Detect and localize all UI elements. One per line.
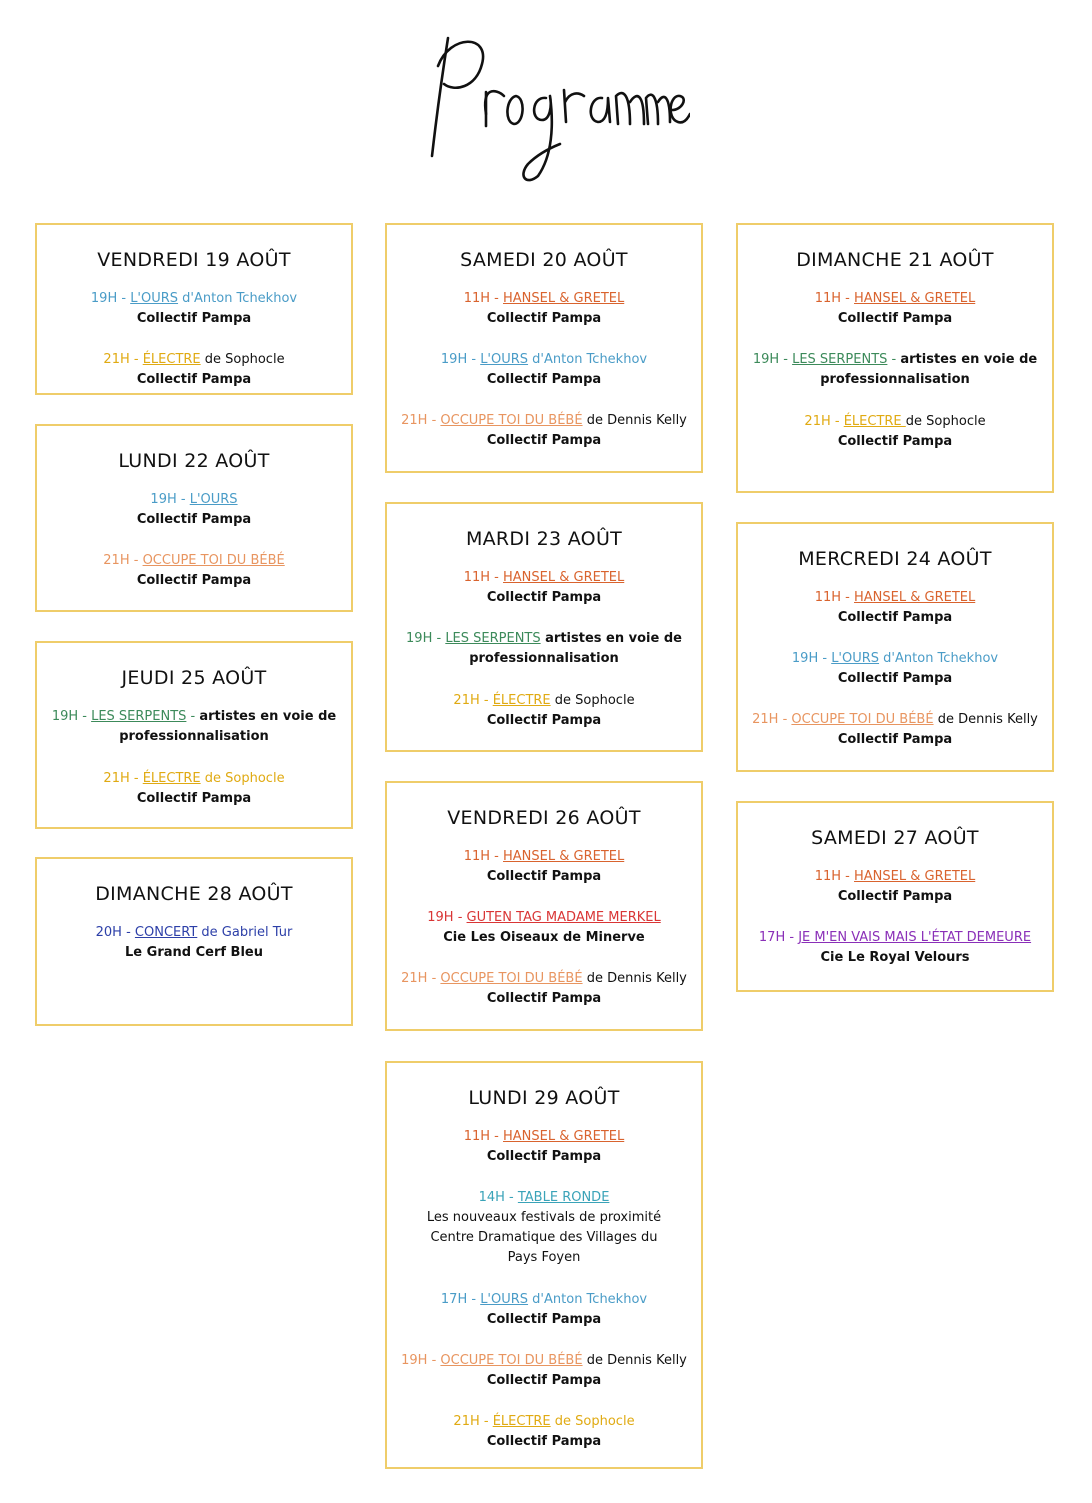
event-troupe: Collectif Pampa [486, 1373, 602, 1388]
show-link-lours[interactable]: L'OURS [831, 651, 880, 666]
event-time: 19H - [150, 492, 190, 507]
event [387, 908, 701, 947]
event-time: 19H - [791, 651, 832, 666]
event-description: artistes en voie de professionnalisation [469, 631, 682, 666]
event-description: artistes en voie de professionnalisation [119, 709, 337, 744]
event [738, 350, 1052, 390]
event-author: de Sophocle [905, 414, 986, 429]
event-time: 11H - [463, 570, 504, 585]
show-link-lours[interactable]: L'OURS [480, 1292, 529, 1307]
show-link-les-serpents[interactable]: LES SERPENTS [445, 631, 541, 646]
show-link-occupe-toi-du-bebe[interactable]: OCCUPE TOI DU BÉBÉ [440, 413, 583, 428]
show-link-electre[interactable]: ÉLECTRE [492, 693, 551, 708]
event-troupe: Collectif Pampa [837, 671, 953, 686]
event-troupe: Collectif Pampa [136, 512, 252, 527]
show-link-hansel-gretel[interactable]: HANSEL & GRETEL [503, 1129, 625, 1144]
show-link-occupe-toi-du-bebe[interactable]: OCCUPE TOI DU BÉBÉ [440, 1353, 583, 1368]
day-card-lundi-29 [385, 1061, 703, 1469]
event [387, 350, 701, 389]
show-link-occupe-toi-du-bebe[interactable]: OCCUPE TOI DU BÉBÉ [142, 553, 285, 568]
event-author: de Sophocle [200, 771, 285, 786]
event-time: 11H - [463, 1129, 504, 1144]
event-troupe: Collectif Pampa [136, 311, 252, 326]
day-card-vendredi-19 [35, 223, 353, 395]
show-link-lours[interactable]: L'OURS [480, 352, 529, 367]
event-troupe: Collectif Pampa [837, 610, 953, 625]
event [738, 867, 1052, 906]
event-time: 19H - [752, 352, 793, 367]
show-link-hansel-gretel[interactable]: HANSEL & GRETEL [854, 869, 976, 884]
day-card-dimanche-21 [736, 223, 1054, 493]
day-title: SAMEDI 20 AOÛT [460, 249, 628, 271]
show-link-les-serpents[interactable]: LES SERPENTS [91, 709, 187, 724]
day-title: LUNDI 22 AOÛT [118, 450, 270, 472]
event-troupe: Collectif Pampa [837, 434, 953, 449]
event-troupe: Collectif Pampa [486, 991, 602, 1006]
event [738, 928, 1052, 967]
show-link-lours[interactable]: L'OURS [130, 291, 179, 306]
show-link-occupe-toi-du-bebe[interactable]: OCCUPE TOI DU BÉBÉ [791, 712, 934, 727]
event-troupe: Collectif Pampa [136, 791, 252, 806]
event [37, 490, 351, 529]
event [37, 707, 351, 747]
show-link-hansel-gretel[interactable]: HANSEL & GRETEL [503, 570, 625, 585]
event-time: 21H - [401, 971, 441, 986]
day-card-samedi-27 [736, 801, 1054, 992]
show-link-hansel-gretel[interactable]: HANSEL & GRETEL [503, 291, 625, 306]
event [387, 568, 701, 607]
event [37, 923, 351, 962]
event [387, 691, 701, 730]
event-author: de Dennis Kelly [582, 413, 687, 428]
event-time: 21H - [453, 693, 493, 708]
day-title: VENDREDI 26 AOÛT [447, 807, 641, 829]
event-time: 21H - [103, 352, 143, 367]
event-description: Les nouveaux festivals de proximité [426, 1210, 662, 1225]
event-time: 21H - [804, 414, 844, 429]
event [738, 649, 1052, 688]
event-time: 19H - [51, 709, 92, 724]
event-author: de Dennis Kelly [582, 1353, 687, 1368]
event-time: 20H - [95, 925, 135, 940]
event-time: 19H - [406, 631, 446, 646]
event-troupe: Collectif Pampa [136, 573, 252, 588]
event-time: 14H - [478, 1190, 518, 1205]
event-author: d'Anton Tchekhov [528, 352, 648, 367]
event [37, 350, 351, 389]
event-time: 21H - [103, 771, 143, 786]
day-title: SAMEDI 27 AOÛT [811, 827, 979, 849]
day-title: DIMANCHE 28 AOÛT [95, 883, 293, 905]
event-author: de Sophocle [550, 693, 635, 708]
event-time: 17H - [758, 930, 799, 945]
event-author: de Sophocle [200, 352, 285, 367]
event-author: de Gabriel Tur [197, 925, 293, 940]
event-separator: - [887, 352, 901, 367]
event-troupe: Collectif Pampa [136, 372, 252, 387]
show-link-concert[interactable]: CONCERT [134, 925, 198, 940]
event-time: 11H - [814, 291, 855, 306]
day-card-dimanche-28 [35, 857, 353, 1026]
event [387, 1412, 701, 1451]
event-troupe: Le Grand Cerf Bleu [125, 945, 263, 960]
event-troupe: Collectif Pampa [486, 1312, 602, 1327]
show-link-electre[interactable]: ÉLECTRE [142, 771, 201, 786]
event-troupe: Cie Le Royal Velours [820, 950, 970, 965]
event-venue: Centre Dramatique des Villages du Pays Foyen [430, 1230, 658, 1265]
day-title: JEUDI 25 AOÛT [121, 667, 267, 689]
show-link-electre[interactable]: ÉLECTRE [492, 1414, 551, 1429]
event-author: de Sophocle [550, 1414, 635, 1429]
day-card-samedi-20 [385, 223, 703, 473]
event-time: 11H - [814, 590, 855, 605]
show-link-occupe-toi-du-bebe[interactable]: OCCUPE TOI DU BÉBÉ [440, 971, 583, 986]
event [387, 1351, 701, 1390]
event [37, 289, 351, 328]
event-author: d'Anton Tchekhov [879, 651, 999, 666]
event-troupe: Collectif Pampa [486, 311, 602, 326]
day-title: VENDREDI 19 AOÛT [97, 249, 291, 271]
day-card-mardi-23 [385, 502, 703, 752]
event [738, 289, 1052, 328]
event-troupe: Collectif Pampa [486, 1434, 602, 1449]
show-link-table-ronde[interactable]: TABLE RONDE [517, 1190, 610, 1205]
event-troupe: Collectif Pampa [486, 713, 602, 728]
event-troupe: Collectif Pampa [837, 732, 953, 747]
event [387, 289, 701, 328]
event-time: 21H - [752, 712, 792, 727]
event [738, 588, 1052, 627]
event-time: 19H - [440, 352, 481, 367]
event [387, 629, 701, 669]
event-troupe: Collectif Pampa [486, 1149, 602, 1164]
event [738, 710, 1052, 749]
event-time: 21H - [453, 1414, 493, 1429]
event [37, 769, 351, 808]
show-link-hansel-gretel[interactable]: HANSEL & GRETEL [854, 590, 976, 605]
event-troupe: Collectif Pampa [486, 590, 602, 605]
show-link-lours[interactable]: L'OURS [189, 492, 238, 507]
day-title: MERCREDI 24 AOÛT [798, 548, 992, 570]
event [37, 551, 351, 590]
event [738, 412, 1052, 451]
show-link-electre[interactable]: ÉLECTRE [843, 414, 906, 429]
show-link-electre[interactable]: ÉLECTRE [142, 352, 201, 367]
event-troupe: Collectif Pampa [837, 889, 953, 904]
event [387, 1127, 701, 1166]
event [387, 847, 701, 886]
day-card-lundi-22 [35, 424, 353, 612]
day-card-mercredi-24 [736, 522, 1054, 772]
event-troupe: Cie Les Oiseaux de Minerve [443, 930, 645, 945]
event-description: artistes en voie de professionnalisation [820, 352, 1038, 387]
event-separator: - [186, 709, 200, 724]
event-time: 11H - [463, 849, 504, 864]
event-time: 21H - [401, 413, 441, 428]
event-troupe: Collectif Pampa [486, 372, 602, 387]
show-link-les-serpents[interactable]: LES SERPENTS [792, 352, 888, 367]
day-card-jeudi-25 [35, 641, 353, 829]
event [387, 969, 701, 1008]
show-link-hansel-gretel[interactable]: HANSEL & GRETEL [503, 849, 625, 864]
show-link-hansel-gretel[interactable]: HANSEL & GRETEL [854, 291, 976, 306]
event-troupe: Collectif Pampa [486, 433, 602, 448]
event-author: d'Anton Tchekhov [178, 291, 298, 306]
day-title: DIMANCHE 21 AOÛT [796, 249, 994, 271]
page-title [420, 26, 690, 186]
event-time: 11H - [463, 291, 504, 306]
event-author: de Dennis Kelly [933, 712, 1038, 727]
event-time: 17H - [440, 1292, 481, 1307]
day-title: MARDI 23 AOÛT [465, 528, 623, 550]
event-author: d'Anton Tchekhov [528, 1292, 648, 1307]
show-link-je-men-vais-mais-letat-demeure[interactable]: JE M'EN VAIS MAIS L'ÉTAT DEMEURE [798, 930, 1032, 945]
day-title: LUNDI 29 AOÛT [468, 1087, 620, 1109]
event-troupe: Collectif Pampa [486, 869, 602, 884]
day-card-vendredi-26 [385, 781, 703, 1031]
event-troupe: Collectif Pampa [837, 311, 953, 326]
show-link-guten-tag-madame-merkel[interactable]: GUTEN TAG MADAME MERKEL [466, 910, 661, 925]
event [387, 411, 701, 450]
event-author: de Dennis Kelly [582, 971, 687, 986]
event [387, 1188, 701, 1268]
event-time: 11H - [814, 869, 855, 884]
event [387, 1290, 701, 1329]
event-time: 19H - [427, 910, 467, 925]
event-time: 19H - [401, 1353, 441, 1368]
event-time: 19H - [90, 291, 131, 306]
event-time: 21H - [103, 553, 143, 568]
